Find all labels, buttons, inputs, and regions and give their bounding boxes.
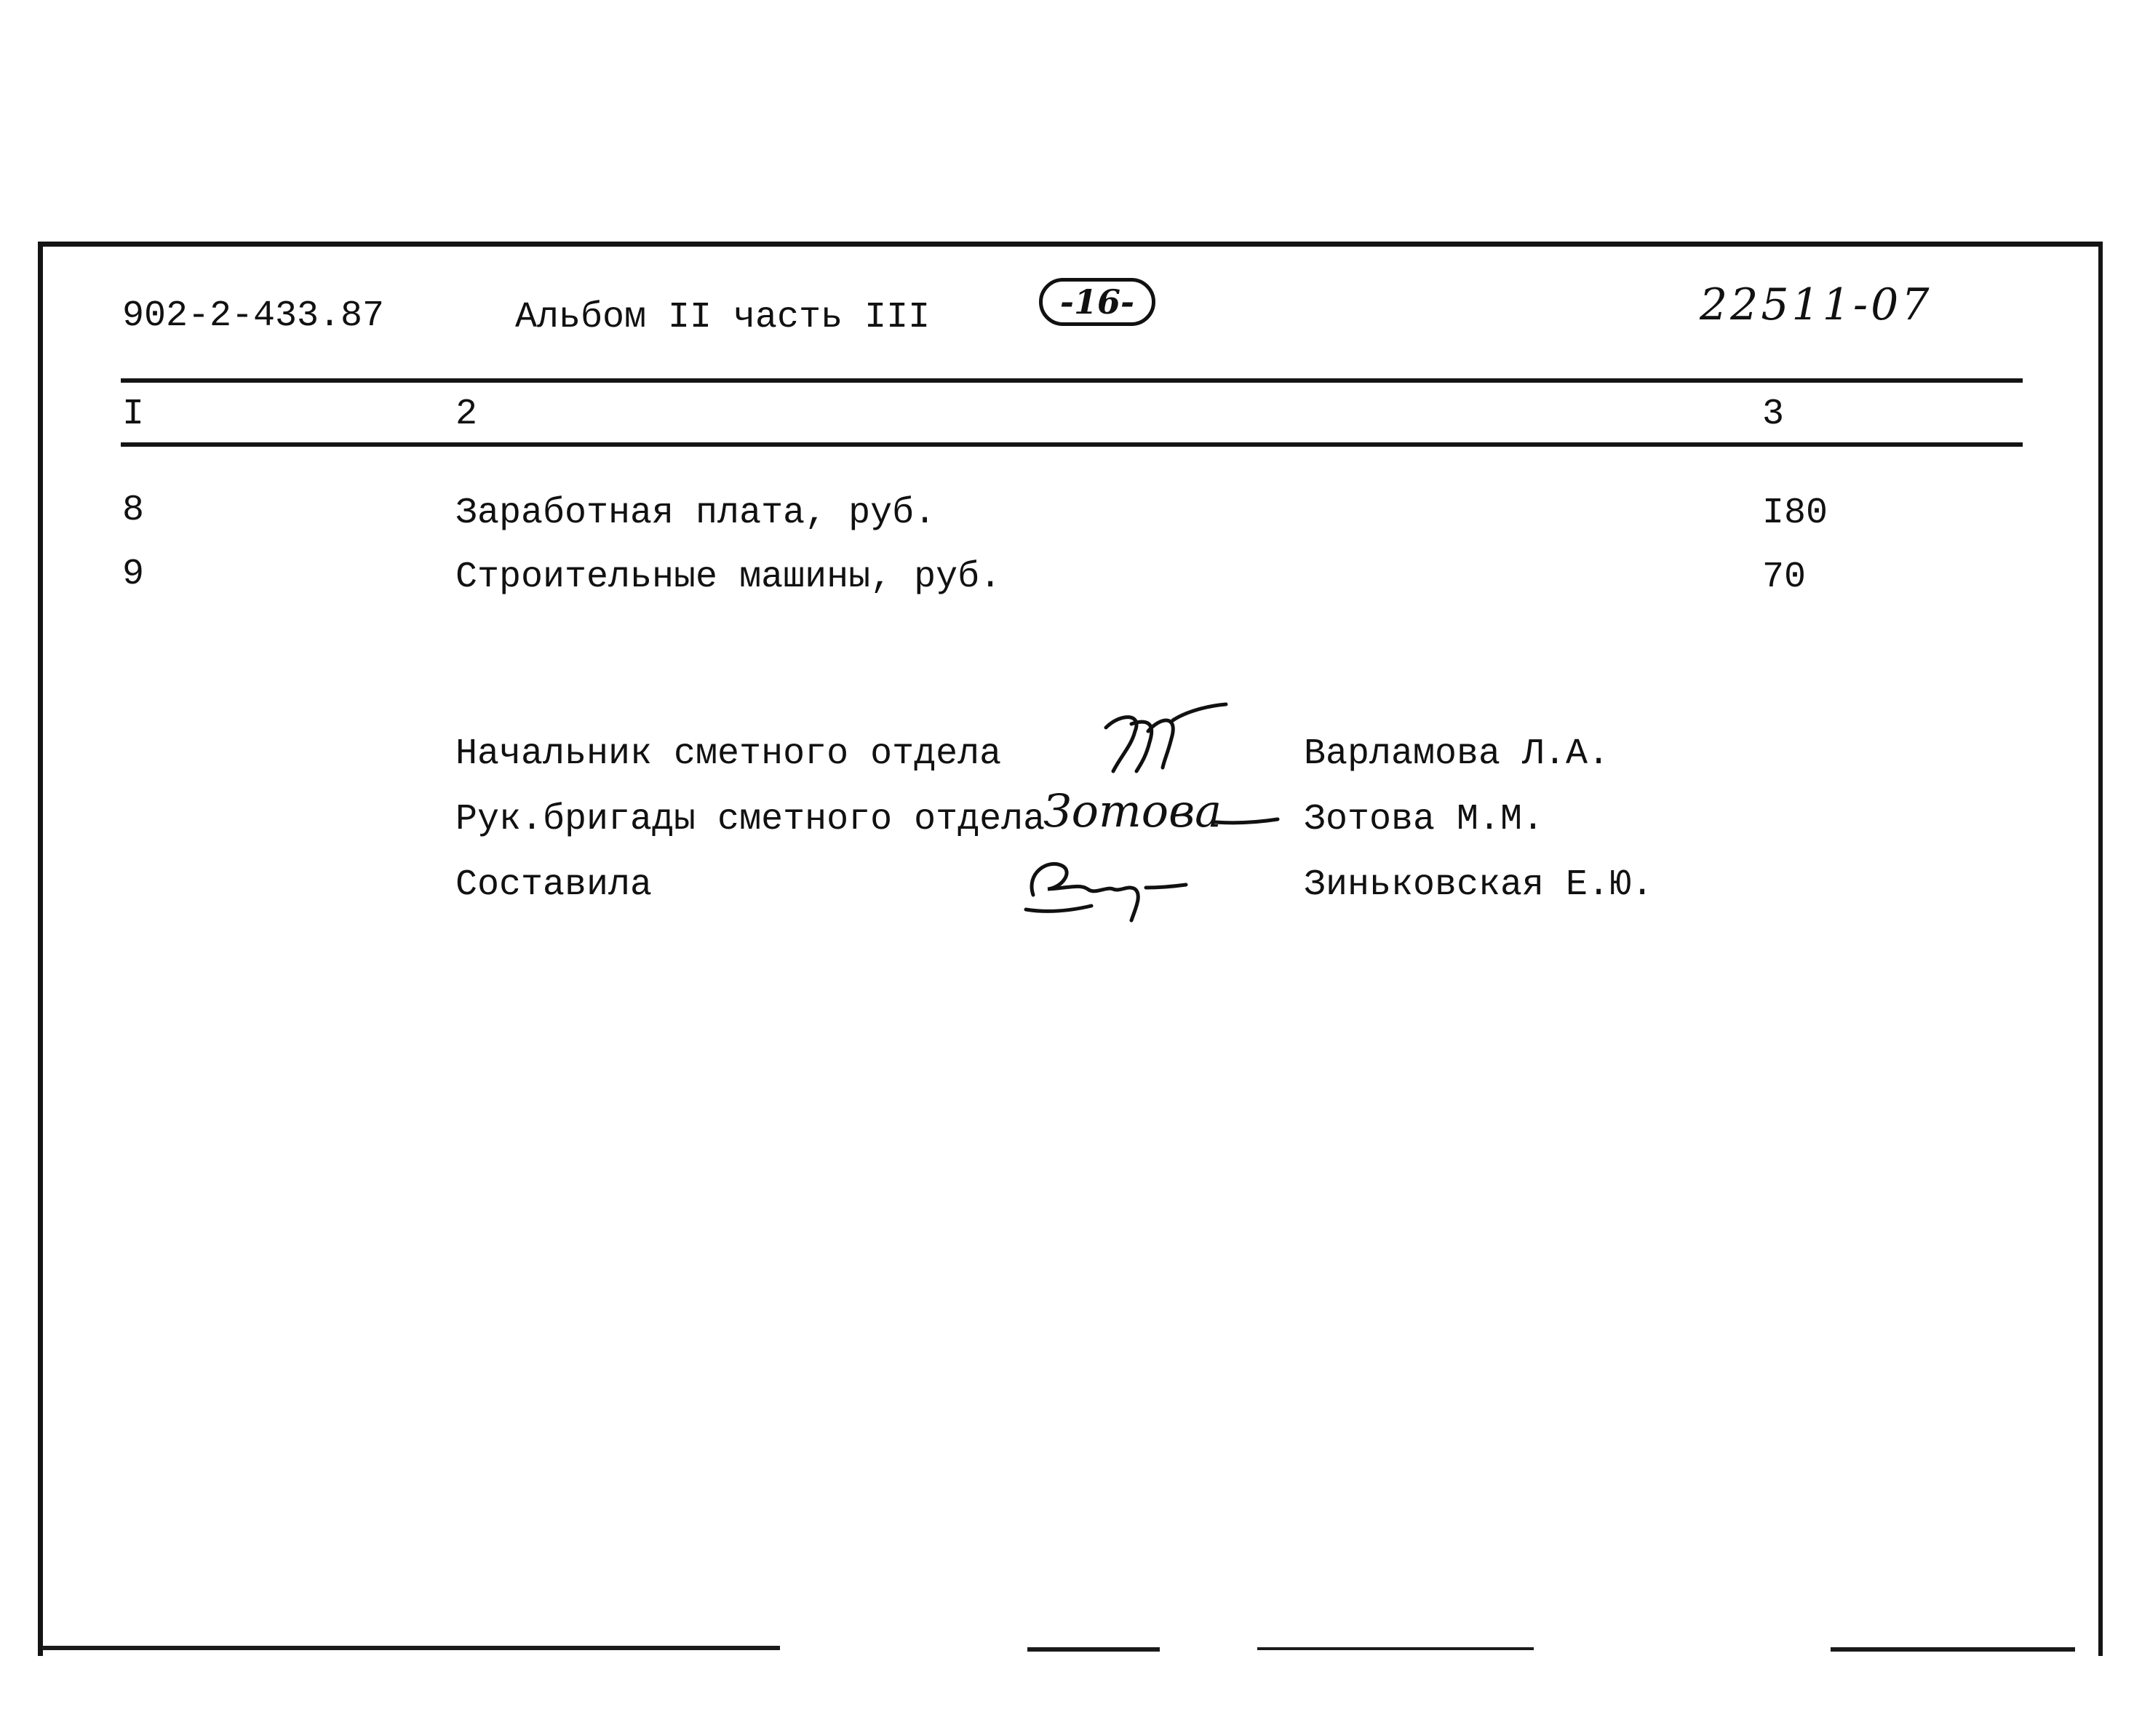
column-header-2: 2 <box>455 394 478 435</box>
signature-zotova-text: Зотова <box>1043 786 1222 837</box>
frame-bottom-segment <box>1257 1647 1534 1650</box>
album-title: Альбом II часть III <box>515 297 931 338</box>
frame-bottom-segment <box>1831 1647 2075 1652</box>
signature-role: Составила <box>455 864 653 906</box>
table-header-top-rule <box>121 378 2023 383</box>
signature-varlamova <box>1091 698 1237 779</box>
signature-role: Рук.бригады сметного отдела <box>455 799 1046 840</box>
table-header-bottom-rule <box>121 442 2023 447</box>
document-frame <box>38 242 2103 1656</box>
frame-bottom-segment <box>1027 1647 1160 1652</box>
frame-bottom-segment <box>42 1646 780 1650</box>
column-header-1: I <box>122 394 145 435</box>
signatory-name: Зотова М.М. <box>1304 799 1545 840</box>
row-number: 8 <box>122 490 145 531</box>
signatory-name: Варламова Л.А. <box>1304 733 1610 775</box>
document-code: 902-2-433.87 <box>122 295 385 337</box>
signature-role: Начальник сметного отдела <box>455 733 1002 775</box>
page-number: -16- <box>1039 278 1155 326</box>
column-header-3: 3 <box>1762 394 1785 435</box>
signature-zinkovskaya <box>1019 844 1193 924</box>
row-description: Строительные машины, руб. <box>455 557 1002 598</box>
row-value: 70 <box>1762 557 1807 598</box>
row-number: 9 <box>122 554 145 595</box>
row-value: I80 <box>1762 493 1828 534</box>
row-description: Заработная плата, руб. <box>455 493 936 534</box>
handwritten-number: 22511-07 <box>1700 279 1932 330</box>
signature-zotova <box>1040 786 1281 844</box>
signatory-name: Зиньковская Е.Ю. <box>1304 864 1654 906</box>
